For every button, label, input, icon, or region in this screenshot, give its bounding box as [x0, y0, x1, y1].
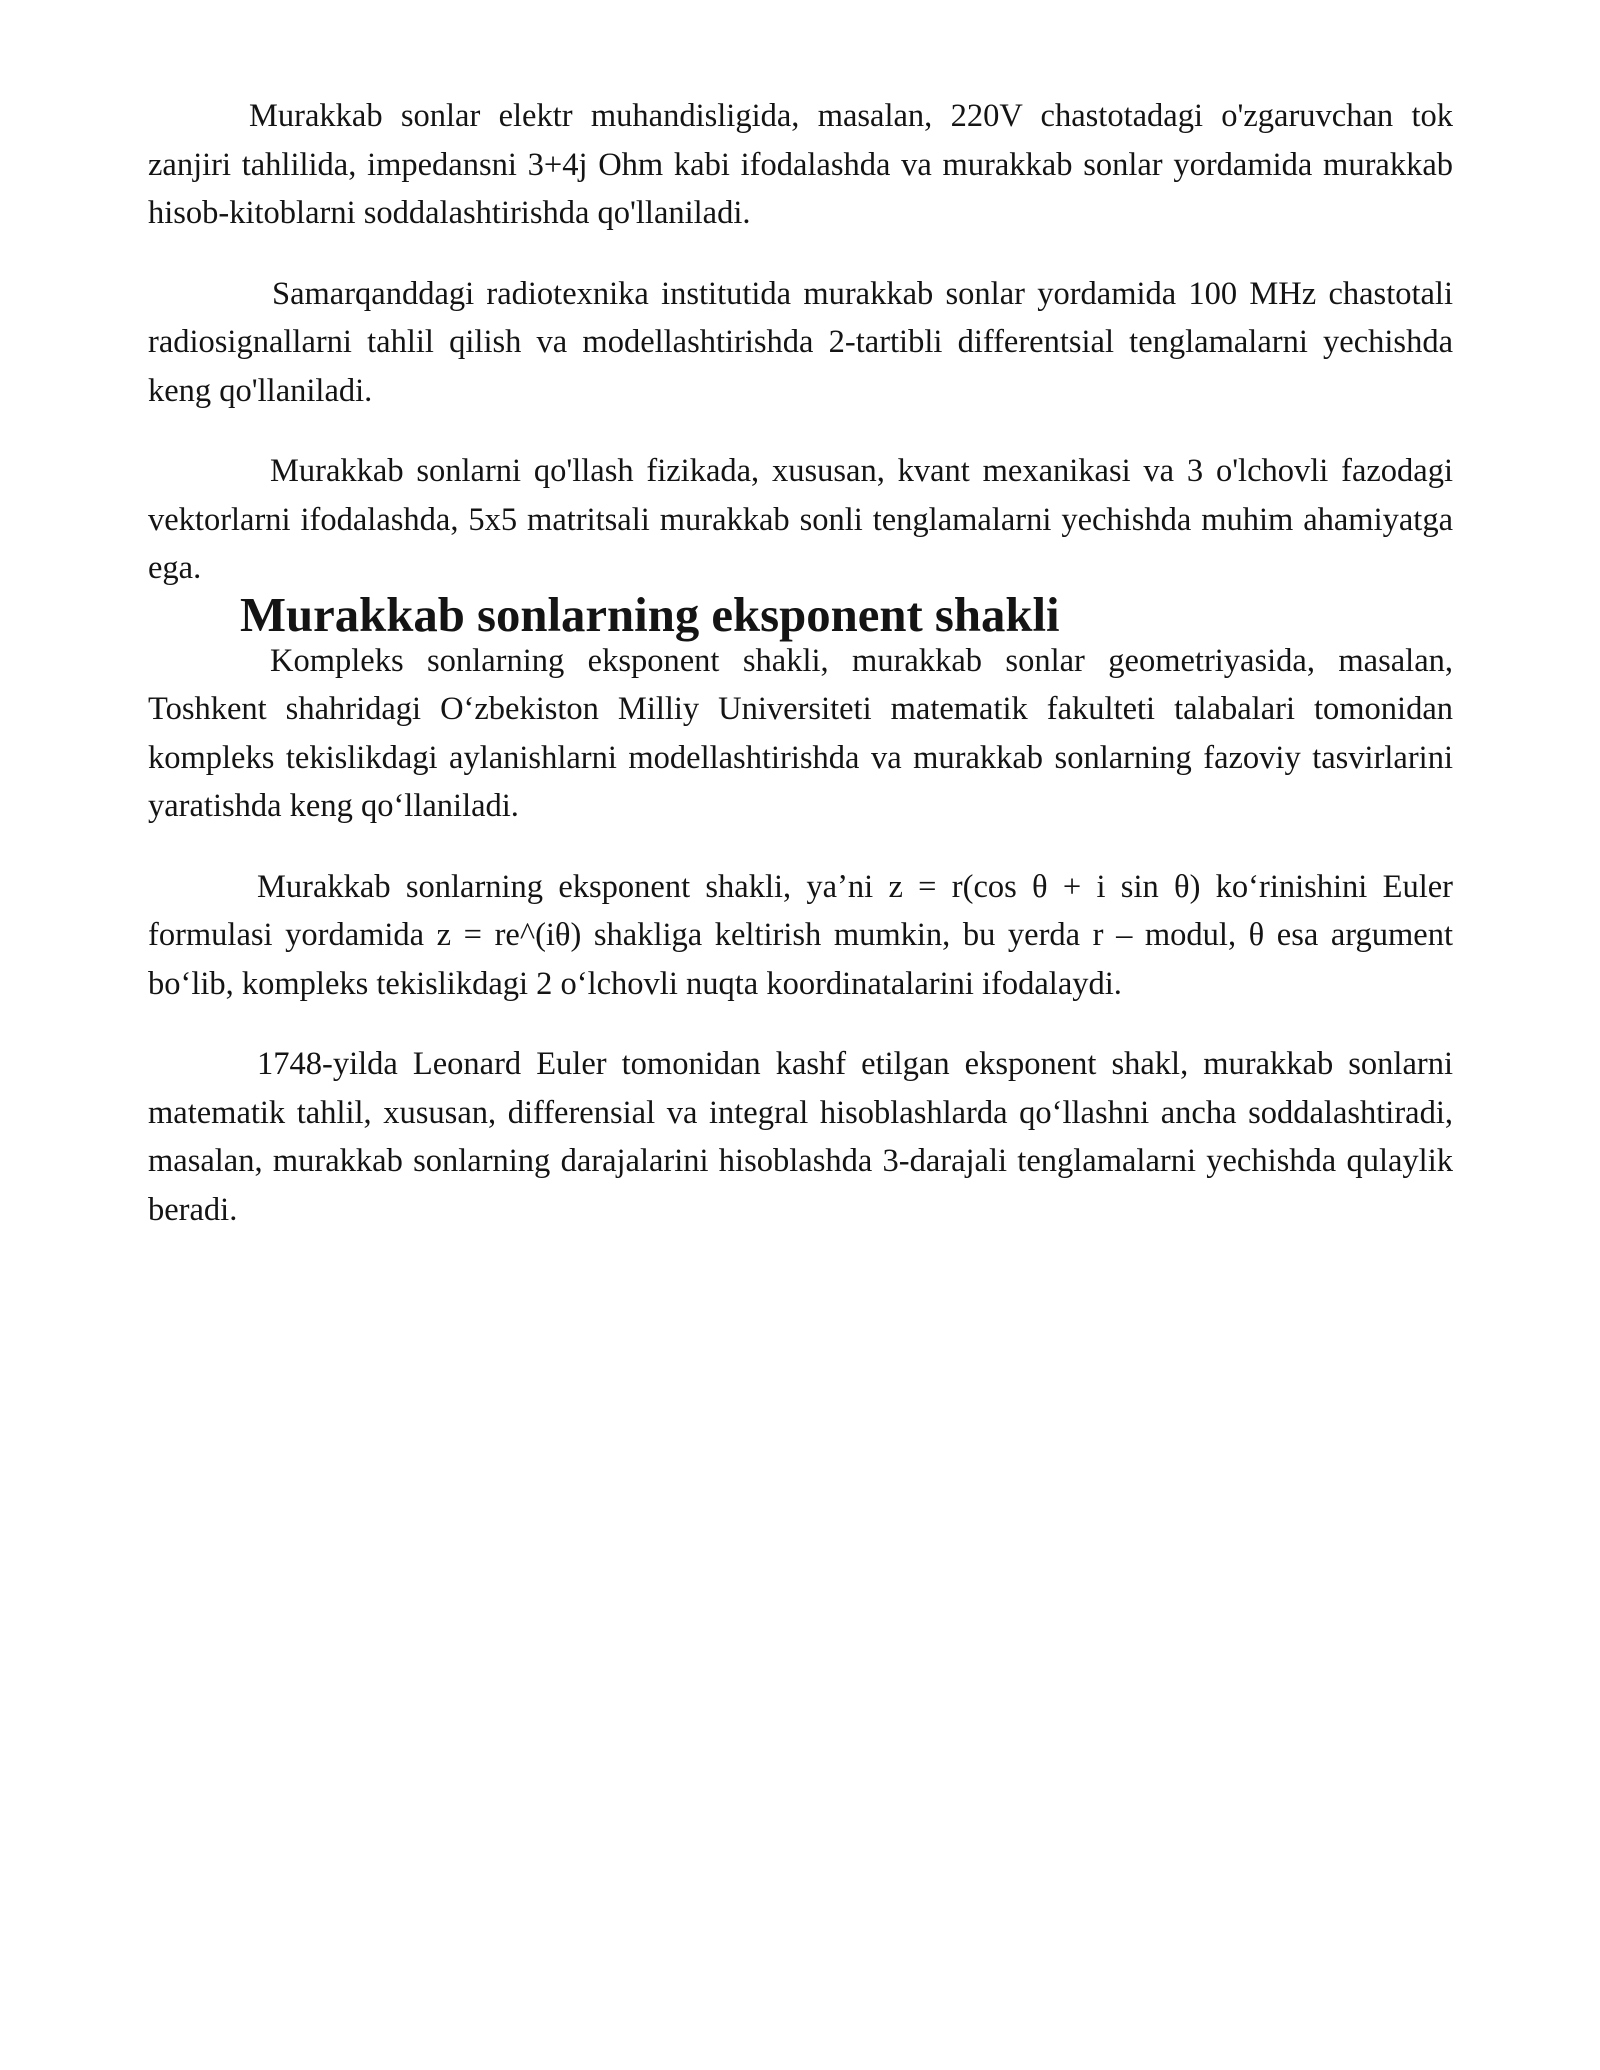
paragraph-euler-history: 1748-yilda Leonard Euler tomonidan kashf etilgan eksponent shakl, murakkab sonlarni matematik tahlil, xususan, differensial va integral hisoblashlarda qoʻllashni ancha soddalashtiradi, masalan, murakkab sonlarning darajalarini hisoblashda 3-darajali tenglamalarni yechishda qulaylik beradi. [148, 1046, 1453, 1228]
paragraph-physics-application: Murakkab sonlarni qo'llash fizikada, xususan, kvant mexanikasi va 3 o'lchovli fazodagi vektorlarni ifodalashda, 5x5 matritsali murakkab sonli tenglamalarni yechishda muhim ahamiyatga ega. [148, 453, 1453, 586]
paragraph-electrical-engineering: Murakkab sonlar elektr muhandisligida, masalan, 220V chastotadagi o'zgaruvchan tok zanjiri tahlilida, impedansni 3+4j Ohm kabi ifodalashda va murakkab sonlar yordamida murakkab hisob-kitoblarni soddalashtirishda qo'llaniladi. [148, 98, 1453, 231]
section-heading: Murakkab sonlarning eksponent shakli [240, 587, 1060, 642]
document-page [148, 92, 1453, 1234]
paragraph-euler-formula: Murakkab sonlarning eksponent shakli, yaʼni z = r(cos θ + i sin θ) koʻrinishini Euler formulasi yordamida z = re^(iθ) shakliga keltirish mumkin, bu yerda r – modul, θ esa argument boʻlib, kompleks tekislikdagi 2 oʻlchovli nuqta koordinatalarini ifodalaydi. [148, 868, 1453, 1002]
paragraph-exponential-form-geometry: Kompleks sonlarning eksponent shakli, murakkab sonlar geometriyasida, masalan, Toshkent shahridagi Oʻzbekiston Milliy Universiteti matematik fakulteti talabalari tomonidan kompleks tekislikdagi aylanishlarni modellashtirishda va murakkab sonlarning fazoviy tasvirlarini yaratishda keng qoʻllaniladi. [148, 642, 1453, 824]
paragraph-radiotechnics-institute: Samarqanddagi radiotexnika institutida murakkab sonlar yordamida 100 MHz chastotali radiosignallarni tahlil qilish va modellashtirishda 2-tartibli differentsial tenglamalarni yechishda keng qo'llaniladi. [148, 275, 1453, 409]
